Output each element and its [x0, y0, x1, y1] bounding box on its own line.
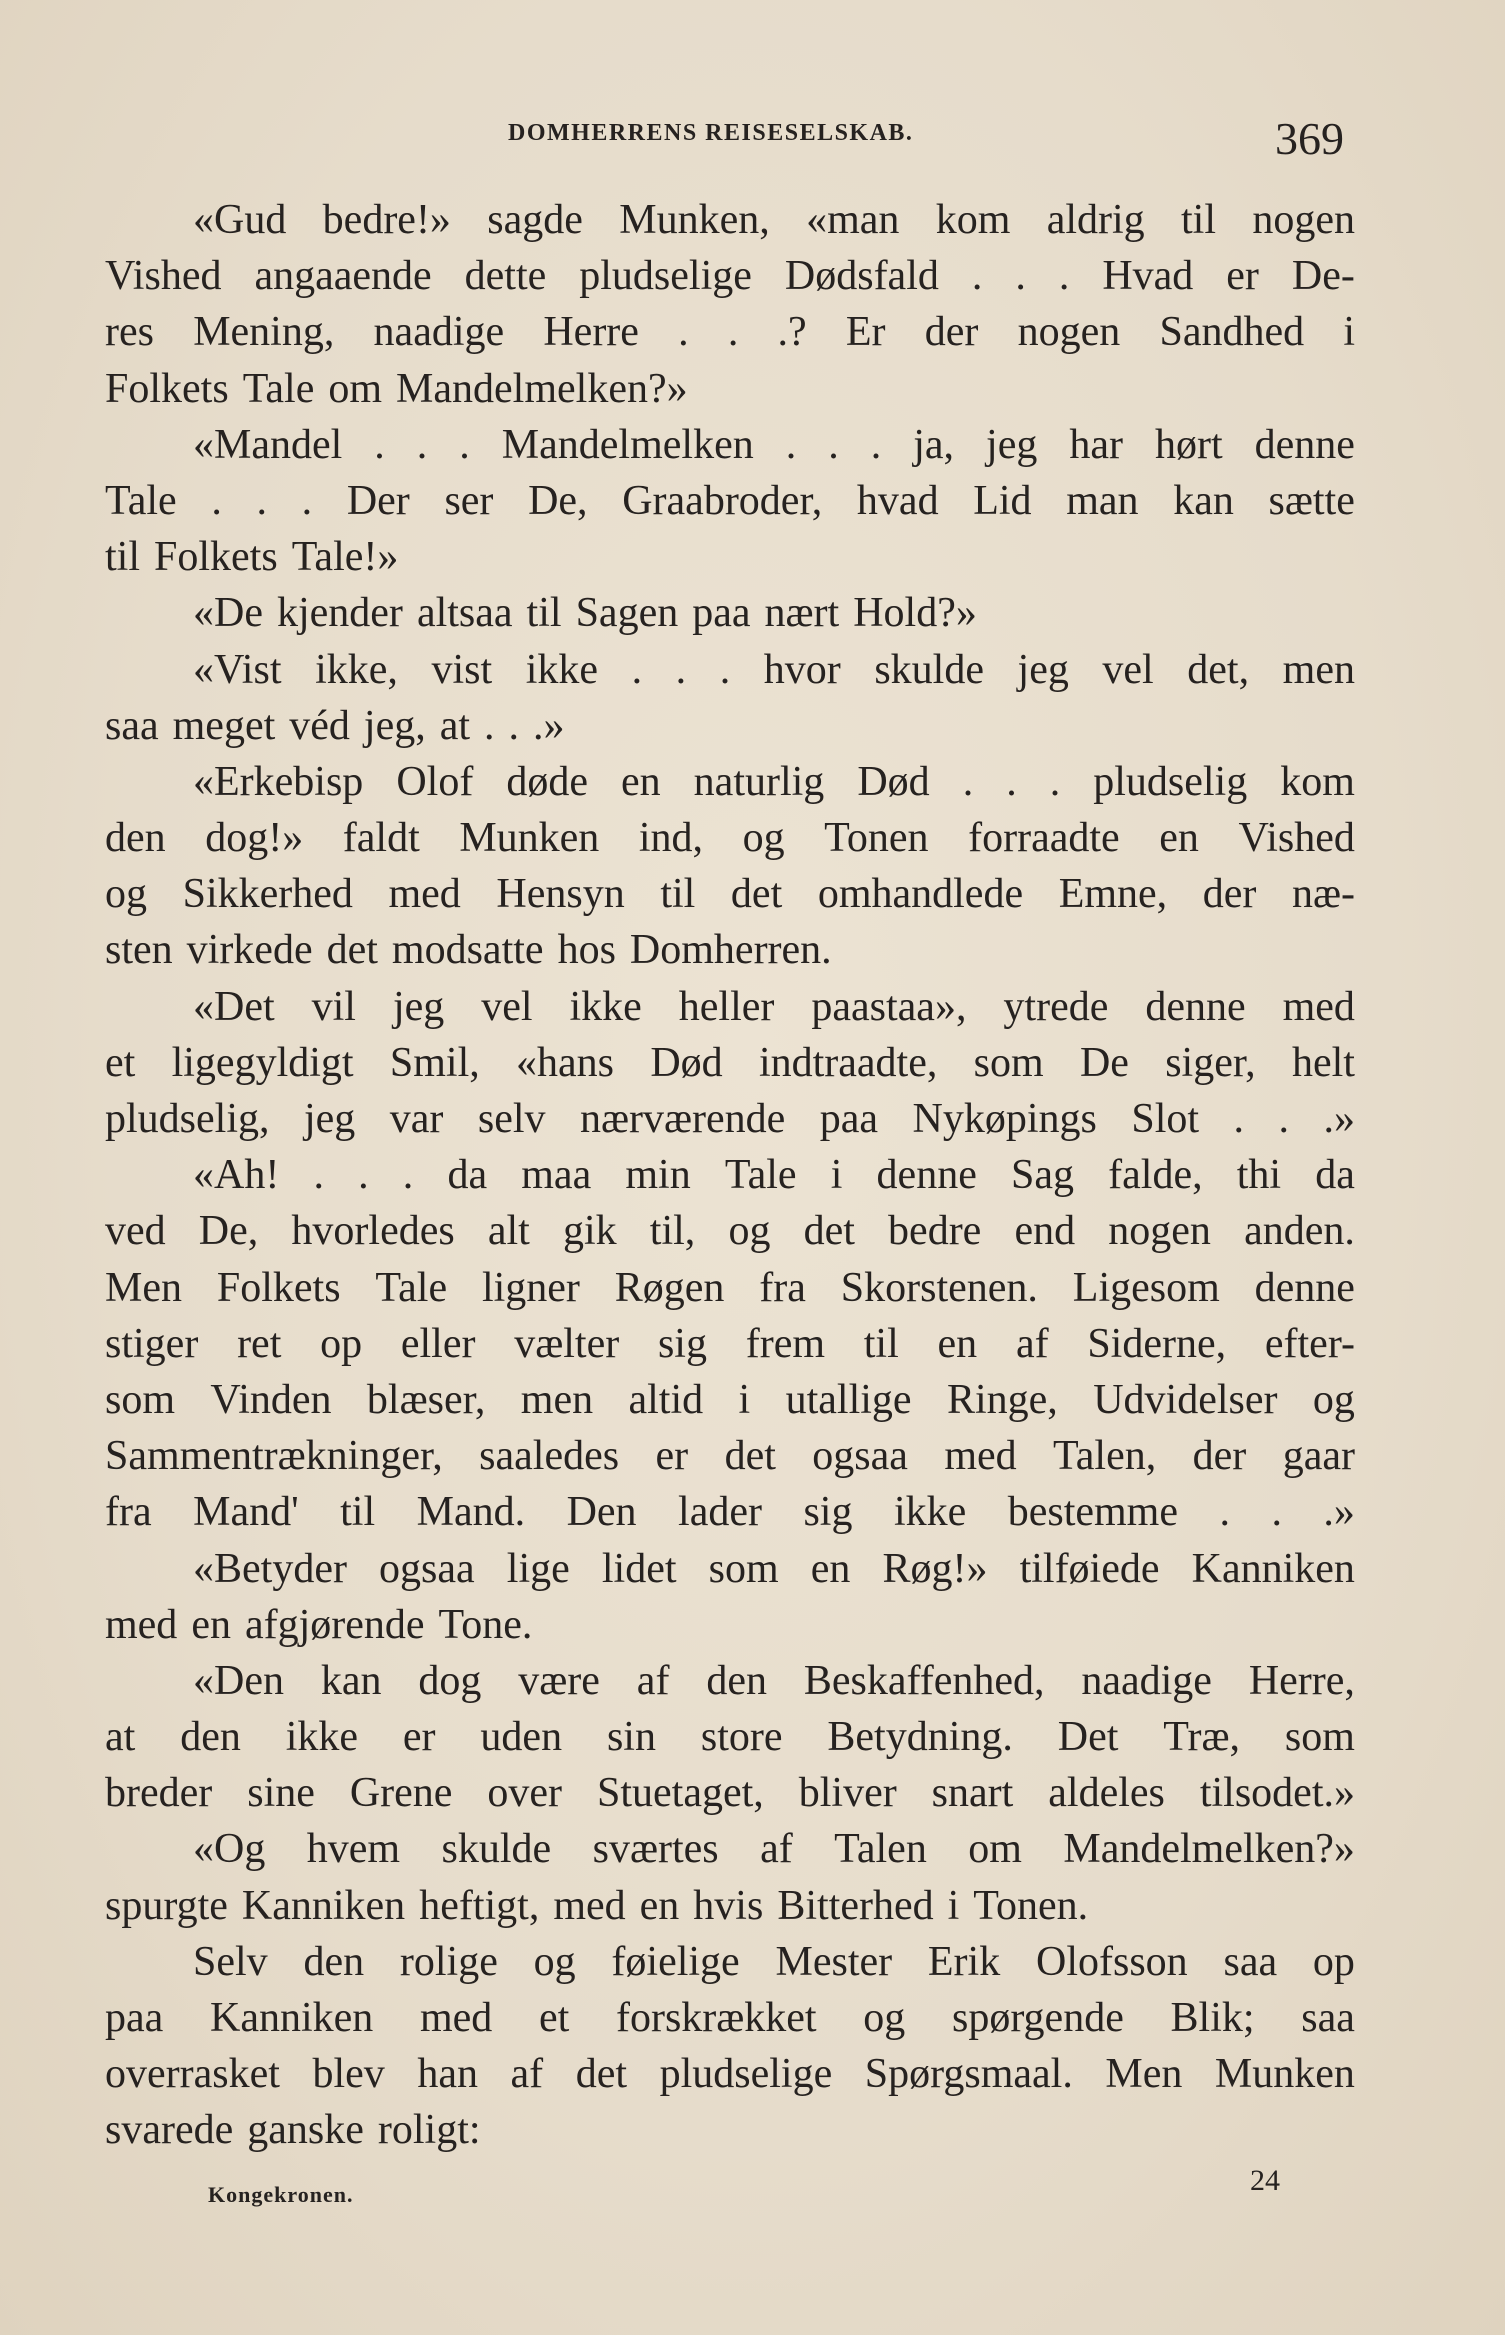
- text-line: ved De, hvorledes alt gik til, og det bedre end nogen anden.: [105, 1208, 1355, 1255]
- text-line: stiger ret op eller vælter sig frem til en af Siderne, efter-: [105, 1320, 1355, 1367]
- text-line: til Folkets Tale!»: [105, 534, 399, 581]
- text-line: fra Mand' til Mand. Den lader sig ikke bestemme . . .»: [105, 1489, 1355, 1536]
- text-line: «Mandel . . . Mandelmelken . . . ja, jeg har hørt denne: [193, 421, 1355, 468]
- text-line: «De kjender altsaa til Sagen paa nært Hold?»: [193, 590, 977, 637]
- text-line: «Ah! . . . da maa min Tale i denne Sag falde, thi da: [193, 1152, 1355, 1199]
- text-line: Men Folkets Tale ligner Røgen fra Skorstenen. Ligesom denne: [105, 1264, 1355, 1311]
- text-line: overrasket blev han af det pludselige Spørgsmaal. Men Munken: [105, 2051, 1355, 2098]
- text-line: svarede ganske roligt:: [105, 2107, 481, 2154]
- text-line: «Erkebisp Olof døde en naturlig Død . . . pludselig kom: [193, 758, 1355, 805]
- text-line: «Den kan dog være af den Beskaffenhed, naadige Herre,: [193, 1657, 1355, 1704]
- text-line: paa Kanniken med et forskrækket og spørgende Blik; saa: [105, 1995, 1355, 2041]
- text-line: «Betyder ogsaa lige lidet som en Røg!» tilføiede Kanniken: [193, 1545, 1355, 1592]
- text-line: at den ikke er uden sin store Betydning. Det Træ, som: [105, 1714, 1355, 1761]
- text-line: Folkets Tale om Mandelmelken?»: [105, 365, 688, 412]
- page-number: 369: [1275, 113, 1344, 164]
- text-line: Sammentrækninger, saaledes er det ogsaa med Talen, der gaar: [105, 1433, 1355, 1480]
- text-line: et ligegyldigt Smil, «hans Død indtraadte, som De siger, helt: [105, 1039, 1355, 1086]
- text-line: Selv den rolige og føielige Mester Erik Olofsson saa op: [193, 1938, 1355, 1985]
- text-line: res Mening, naadige Herre . . .? Er der nogen Sandhed i: [105, 309, 1355, 356]
- text-line: saa meget véd jeg, at . . .»: [105, 702, 565, 749]
- text-line: Tale . . . Der ser De, Graabroder, hvad Lid man kan sætte: [105, 477, 1355, 524]
- text-line: med en afgjørende Tone.: [105, 1601, 533, 1648]
- running-head: DOMHERRENS REISESELSKAB.: [508, 120, 914, 146]
- text-line: spurgte Kanniken heftigt, med en hvis Bitterhed i Tonen.: [105, 1882, 1089, 1929]
- text-line: som Vinden blæser, men altid i utallige Ringe, Udvidelser og: [105, 1376, 1355, 1423]
- text-line: «Det vil jeg vel ikke heller paastaa», ytrede denne med: [193, 983, 1355, 1030]
- text-line: «Gud bedre!» sagde Munken, «man kom aldrig til nogen: [193, 197, 1355, 243]
- text-line: og Sikkerhed med Hensyn til det omhandlede Emne, der næ-: [105, 871, 1355, 918]
- text-line: den dog!» faldt Munken ind, og Tonen forraadte en Vished: [105, 815, 1355, 862]
- text-line: breder sine Grene over Stuetaget, bliver snart aldeles tilsodet.»: [105, 1770, 1355, 1817]
- text-line: sten virkede det modsatte hos Domherren.: [105, 927, 832, 974]
- text-line: «Og hvem skulde sværtes af Talen om Mandelmelken?»: [193, 1826, 1355, 1873]
- text-line: «Vist ikke, vist ikke . . . hvor skulde jeg vel det, men: [193, 646, 1355, 693]
- body-text: [105, 192, 1355, 2159]
- text-line: Vished angaaende dette pludselige Dødsfald . . . Hvad er De-: [105, 253, 1355, 300]
- sheet-number: 24: [1250, 2164, 1280, 2197]
- text-line: pludselig, jeg var selv nærværende paa Nykøpings Slot . . .»: [105, 1096, 1355, 1142]
- signature-mark: Kongekronen.: [208, 2182, 354, 2207]
